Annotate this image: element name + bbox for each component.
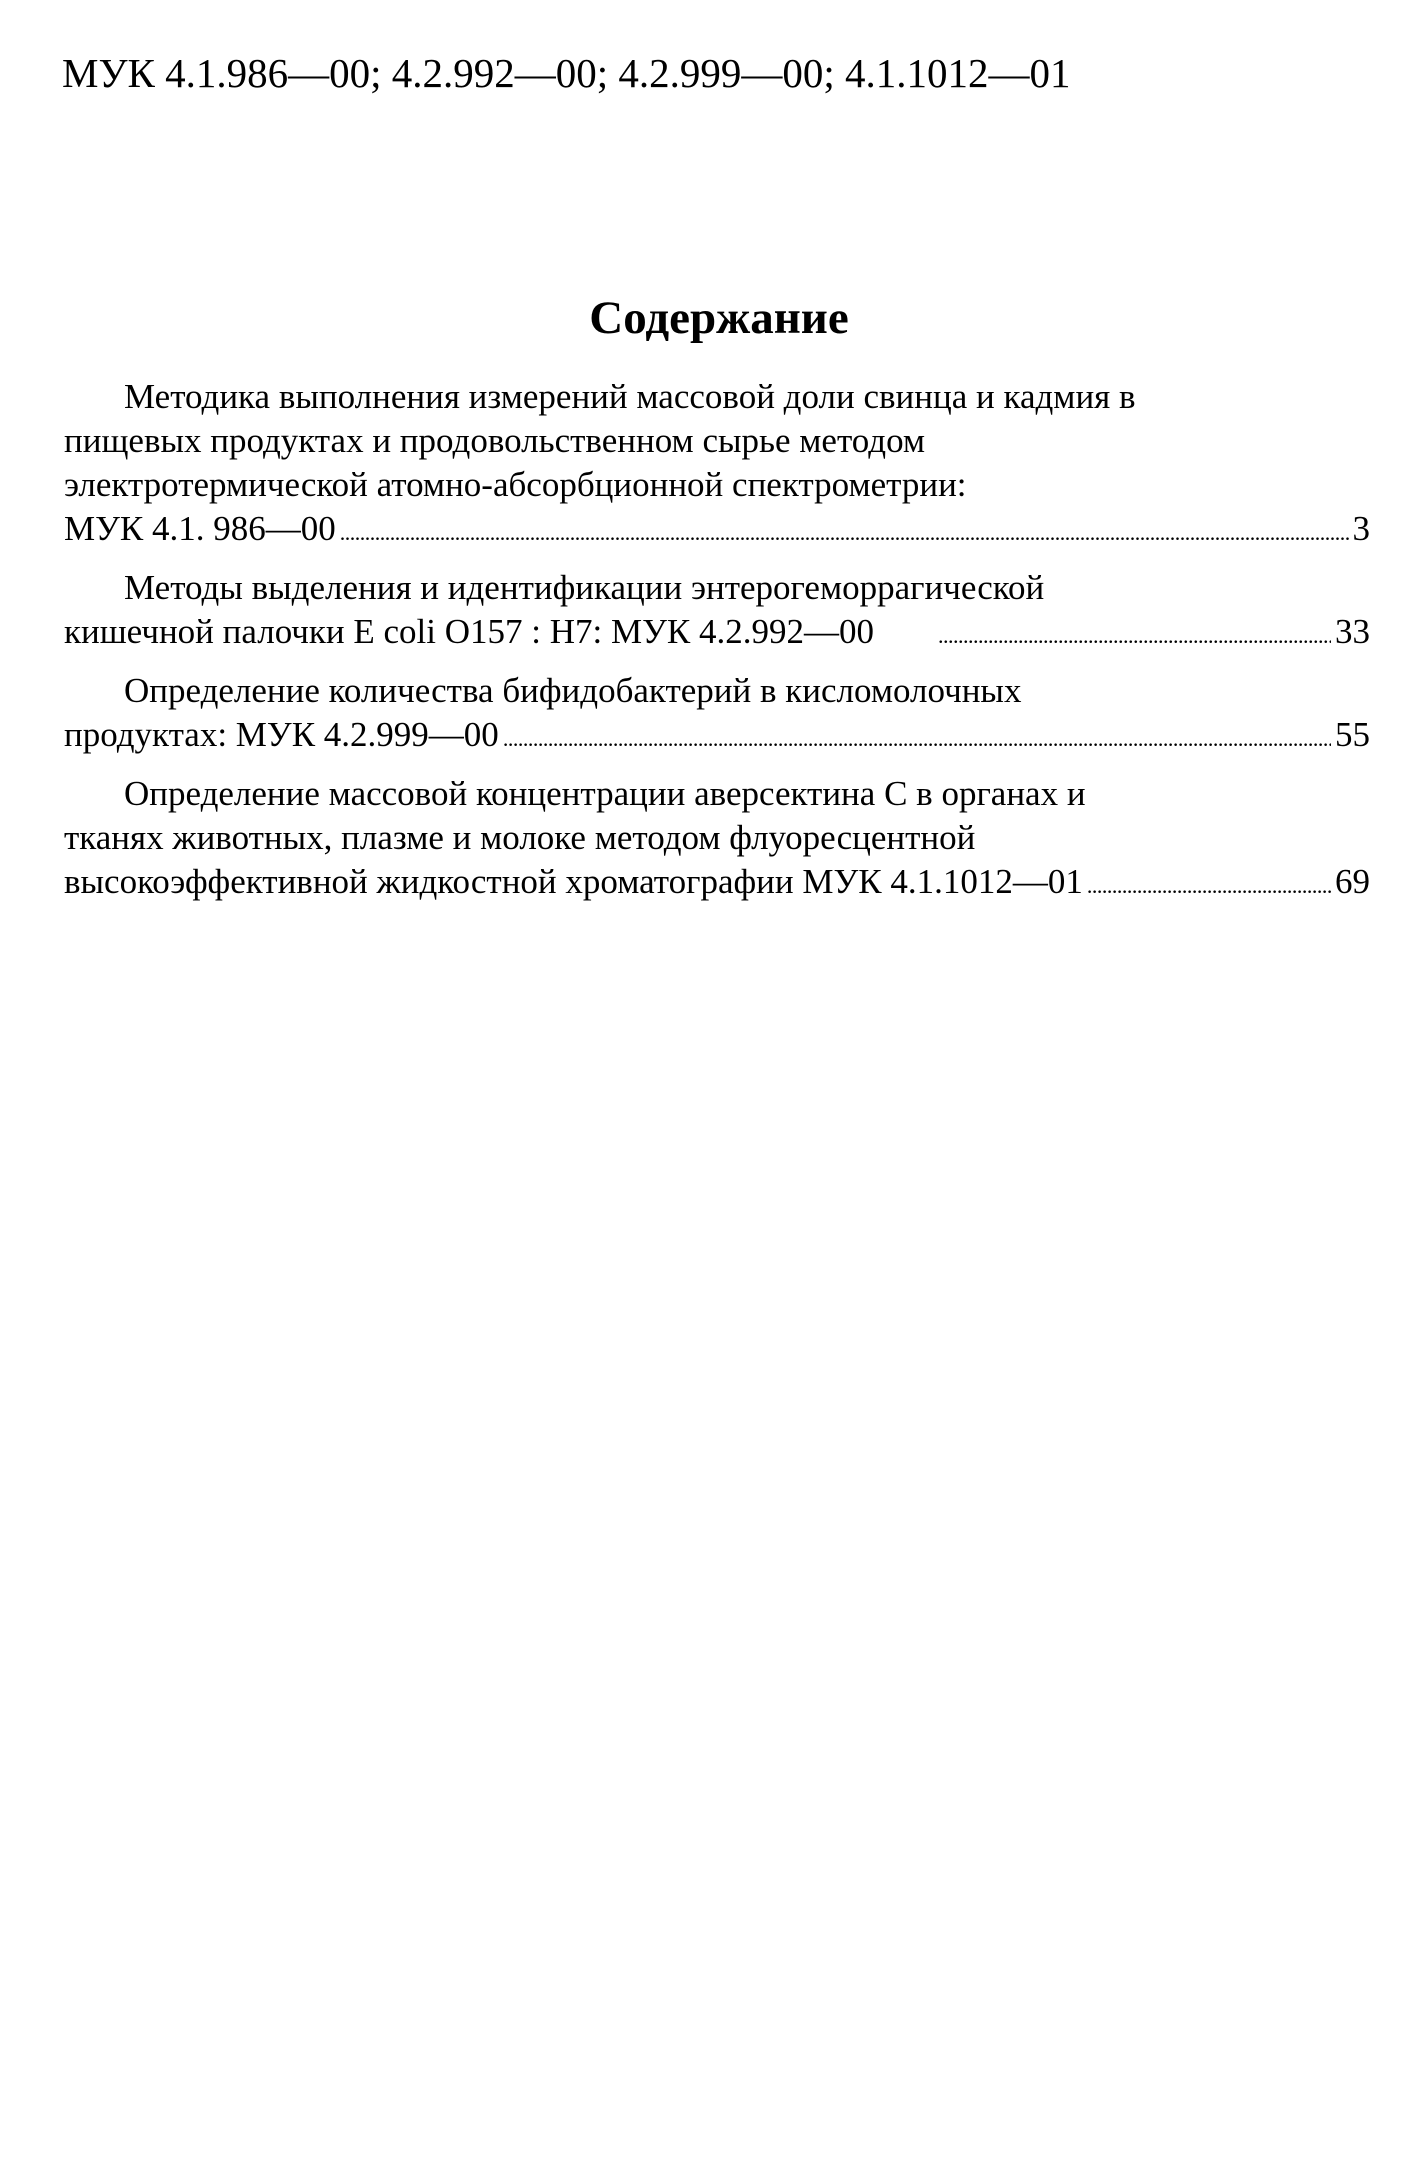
toc-entry-line: тканях животных, плазме и молоке методом флуоресцентной — [64, 818, 976, 857]
toc-page-number: 69 — [1335, 862, 1370, 901]
dot-leader — [340, 507, 1349, 555]
toc-entry-line: Определение количества бифидобактерий в кисломолочных — [124, 671, 1022, 710]
toc-page-number: 33 — [1335, 612, 1370, 651]
toc-entry[interactable] — [64, 772, 1370, 908]
table-of-contents — [64, 375, 1370, 908]
toc-entry-line: электротермической атомно-абсорбционной спектрометрии: — [64, 465, 967, 504]
toc-entry[interactable] — [64, 566, 1370, 658]
toc-page-number: 55 — [1335, 715, 1370, 754]
toc-title: Содержание — [589, 292, 849, 344]
toc-entry-code: высокоэффективной жидкостной хроматографии МУК 4.1.1012—01 — [64, 862, 1083, 901]
toc-entry[interactable] — [64, 669, 1370, 761]
toc-entry-line: Определение массовой концентрации аверсектина С в органах и — [124, 774, 1086, 813]
toc-entry-line: пищевых продуктах и продовольственном сырье методом — [64, 421, 926, 460]
toc-entry-code: продуктах: МУК 4.2.999—00 — [64, 715, 499, 754]
dot-leader — [503, 713, 1331, 761]
toc-entry[interactable] — [64, 375, 1370, 555]
toc-entry-code: МУК 4.1. 986—00 — [64, 509, 336, 548]
toc-entry-code: кишечной палочки E coli O157 : H7: МУК 4.2.992—00 — [64, 612, 874, 651]
toc-page-number: 3 — [1352, 509, 1370, 548]
running-header: МУК 4.1.986—00; 4.2.992—00; 4.2.999—00; 4.1.1012—01 — [62, 50, 1071, 96]
dot-leader — [1087, 860, 1331, 908]
toc-entry-line: Методика выполнения измерений массовой доли свинца и кадмия в — [124, 377, 1136, 416]
dot-leader — [938, 610, 1331, 658]
toc-entry-line: Методы выделения и идентификации энтерогеморрагической — [124, 568, 1045, 607]
